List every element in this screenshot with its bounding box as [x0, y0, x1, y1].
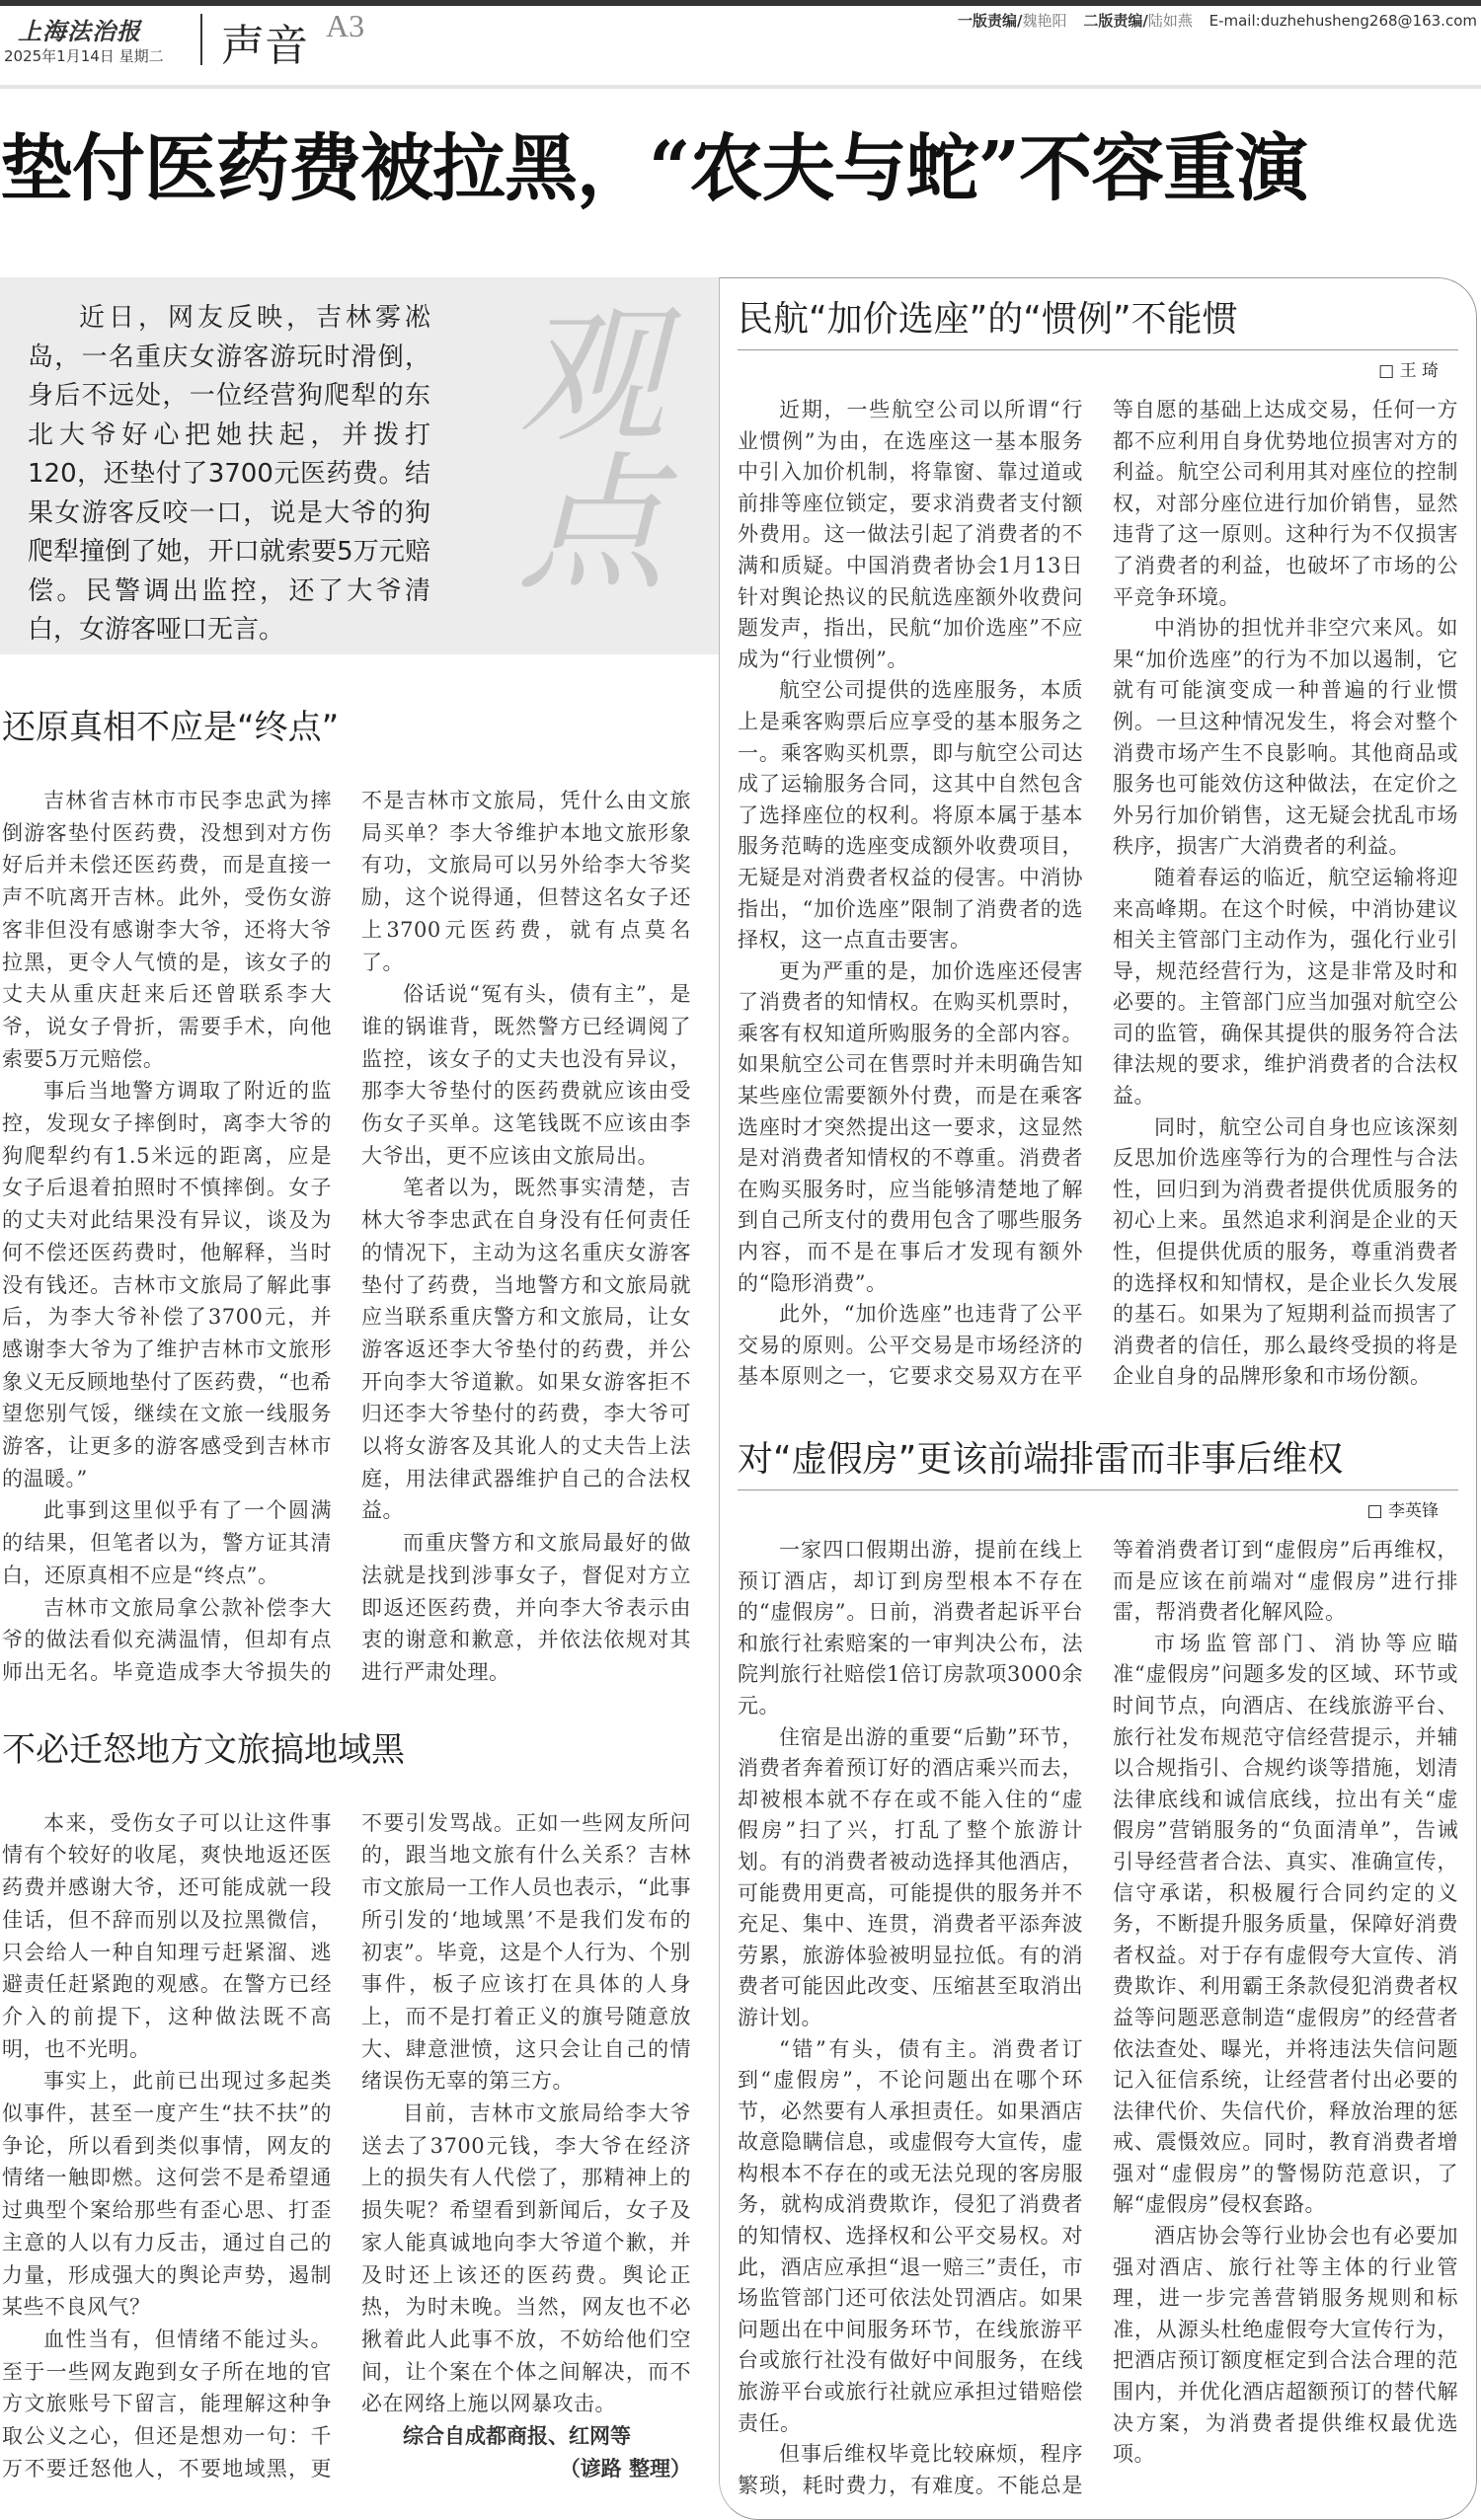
- article3-body: [738, 395, 1458, 1393]
- top-bar: [0, 0, 1481, 6]
- article3-paragraph: 近期，一些航空公司以所谓“行业惯例”为由，在选座这一基本服务中引入加价机制，将靠窗、靠过道或前排等座位锁定，要求消费者支付额外费用。这一做法引起了消费者的不满和质疑。中国消费者协会1月13日针对舆论热议的民航选座额外收费问题发声，指出，民航“加价选座”不应成为“行业惯例”。: [738, 398, 1083, 671]
- intro-box: [0, 277, 719, 654]
- article4-paragraph: “错”有头，债有主。消费者订到“虚假房”，不论问题出在哪个环节，必然要有人承担责任。如果酒店故意隐瞒信息，或虚假夸大宣传，虚构根本不存在的或无法兑现的客房服务，就构成消费欺诈，侵犯了消费者的知情权、选择权和公平交易权。对此，酒店应承担“退一赔三”责任，市场监管部门还可依法处罚酒店。如果问题出在中间服务环节，在线旅游平台或旅行社没有做好中间服务，在线旅游平台或旅行社就应承担过错赔偿责任。: [738, 2036, 1083, 2435]
- article4-paragraph: 但事后维权毕竟比较麻烦，程序繁琐，耗时费力，有难度。不能总是等着消费者订到“虚假房”后再维权，而是应该在前端对“虚假房”进行排雷，帮消费者化解风险。: [738, 1538, 1458, 2497]
- left-articles: [2, 706, 691, 2484]
- viewpoint-badge: 观点: [492, 297, 663, 593]
- article3-title: 民航“加价选座”的“惯例”不能惯: [738, 299, 1238, 340]
- intro-text: 近日，网友反映，吉林雾凇岛，一名重庆女游客游玩时滑倒，身后不远处，一位经营狗爬犁的东北大爷好心把她扶起，并拨打120，还垫付了3700元医药费。结果女游客反咬一口，说是大爷的狗爬犁撞倒了她，开口就索要5万元赔偿。民警调出监控，还了大爷清白，女游客哑口无言。: [28, 303, 430, 645]
- article2-source: 综合自成都商报、红网等: [403, 2424, 631, 2449]
- article1-body: [2, 785, 691, 1689]
- editor2-name: 陆如燕: [1147, 12, 1193, 30]
- editor2-label: 二版责编/: [1083, 12, 1148, 30]
- article1-paragraph: 此事到这里似乎有了一个圆满的结果，但笔者以为，警方证其清白，还原真相不应是“终点”。: [2, 1498, 332, 1587]
- newspaper-logo: 上海法治报: [18, 17, 141, 45]
- editor1-name: 魏艳阳: [1022, 12, 1067, 30]
- article3-paragraph: 随着春运的临近，航空运输将迎来高峰期。在这个时候，中消协建议相关主管部门主动作为，强化行业引导，规范经营行为，这是非常及时和必要的。主管部门应当加强对航空公司的监管，确保其提供的服务符合法律法规的要求，维护消费者的合法权益。: [1113, 865, 1458, 1108]
- editor1-label: 一版责编/: [958, 12, 1023, 30]
- article1-paragraph: 而重庆警方和文旅局最好的做法就是找到涉事女子，督促对方立即返还医药费，并向李大爷表示由衷的谢意和歉意，并依法依规对其进行严肃处理。: [361, 1531, 691, 1684]
- article4-paragraph: 酒店协会等行业协会也有必要加强对酒店、旅行社等主体的行业管理，进一步完善营销服务规则和标准，从源头杜绝虚假夸大宣传行为，把酒店预订额度框定到合法合理的范围内，并优化酒店超额预订的替代解决方案，为消费者提供维权最优选项。: [1113, 2224, 1458, 2467]
- issue-date: 2025年1月14日 星期二: [4, 47, 164, 65]
- editor-credits: [958, 10, 1477, 31]
- article3-paragraph: 中消协的担忧并非空穴来风。如果“加价选座”的行为不加以遏制，它就有可能演变成一种普遍的行业惯例。一旦这种情况发生，将会对整个消费市场产生不良影响。其他商品或服务也可能效仿这种做法，在定价之外另行加价销售，这无疑会扰乱市场秩序，损害广大消费者的利益。: [1113, 616, 1458, 859]
- article4-title: 对“虚假房”更该前端排雷而非事后维权: [738, 1439, 1344, 1480]
- article2-paragraph: 事实上，此前已出现过多起类似事件，甚至一度产生“扶不扶”的争论，所以看到类似事情，网友的情绪一触即燃。这何尝不是希望通过典型个案给那些有歪心思、打歪主意的人以有力反击，通过自己的力量，形成强大的舆论声势，遏制某些不良风气？: [2, 2069, 332, 2320]
- article2-paragraph: 血性当有，但情绪不能过头。至于一些网友跑到女子所在地的官方文旅账号下留言，能理解这种争取公义之心，但还是想劝一句：千万不要迁怒他人，不要地域黑，更不要引发骂战。正如一些网友所问的，跟当地文旅有什么关系？吉林市文旅局一工作人员也表示，“此事所引发的‘地域黑’不是我们发布的初衷”。毕竟，这是个人行为、个别事件，板子应该打在具体的人身上，而不是打着正义的旗号随意放大、肆意泄愤，这只会让自己的情绪误伤无辜的第三方。: [2, 1810, 691, 2481]
- article1-paragraph: 吉林市文旅局拿公款补偿李大爷的做法看似充满温情，但却有点师出无名。毕竟造成李大爷损失的不是吉林市文旅局，凭什么由文旅局买单？李大爷维护本地文旅形象有功，文旅局可以另外给李大爷奖励，这个说得通，但替这名女子还上3700元医药费，就有点莫名了。: [2, 789, 691, 1684]
- article1-paragraph: 事后当地警方调取了附近的监控，发现女子摔倒时，离李大爷的狗爬犁约有1.5米远的距离，应是女子后退着拍照时不慎摔倒。女子的丈夫对此结果没有异议，谈及为何不偿还医药费时，他解释，当时没有钱还。吉林市文旅局了解此事后，为李大爷补偿了3700元，并感谢李大爷为了维护吉林市文旅形象义无反顾地垫付了医药费，“也希望您别气馁，继续在文旅一线服务游客，让更多的游客感受到吉林市的温暖。”: [2, 1079, 332, 1490]
- article4-title-rule: [738, 1489, 1458, 1490]
- article1-paragraph: 笔者以为，既然事实清楚，吉林大爷李忠武在自身没有任何责任的情况下，主动为这名重庆女游客垫付了药费，当地警方和文旅局就应当联系重庆警方和文旅局，让女游客返还李大爷垫付的药费，并公开向李大爷道歉。如果女游客拒不归还李大爷垫付的药费，李大爷可以将女游客及其讹人的丈夫告上法庭，用法律武器维护自己的合法权益。: [361, 1176, 691, 1523]
- header-rule: [0, 85, 1481, 89]
- article4-paragraph: 一家四口假期出游，提前在线上预订酒店，却订到房型根本不存在的“虚假房”。日前，消费者起诉平台和旅行社索赔案的一审判决公布，法院判旅行社赔偿1倍订房款项3000余元。: [738, 1538, 1083, 1718]
- article4-paragraph: 市场监管部门、消协等应瞄准“虚假房”问题多发的区域、环节或时间节点，向酒店、在线旅游平台、旅行社发布规范守信经营提示，并辅以合规指引、合规约谈等措施，划清法律底线和诚信底线，拉出有关“虚假房”营销服务的“负面清单”，告诫引导经营者合法、真实、准确宣传，信守承诺，积极履行合同约定的义务，不断提升服务质量，保障好消费者权益。对于存有虚假夸大宣传、消费欺诈、利用霸王条款侵犯消费者权益等问题恶意制造“虚假房”的经营者依法查处、曝光，并将违法失信问题记入征信系统，让经营者付出必要的法律代价、失信代价，释放治理的惩戒、震慑效应。同时，教育消费者增强对“虚假房”的警惕防范意识，了解“虚假房”侵权套路。: [1113, 1631, 1458, 2217]
- article1-title: 还原真相不应是“终点”: [2, 708, 340, 747]
- article1-paragraph: 吉林省吉林市市民李忠武为摔倒游客垫付医药费，没想到对方伤好后并未偿还医药费，而是直接一声不吭离开吉林。此外，受伤女游客非但没有感谢李大爷，还将大爷拉黑，更令人气愤的是，该女子的丈夫从重庆赶来后还曾联系李大爷，说女子骨折，需要手术，向他索要5万元赔偿。: [2, 789, 332, 1071]
- article2-title: 不必迁怒地方文旅搞地域黑: [2, 1729, 405, 1770]
- article3-paragraph: 更为严重的是，加价选座还侵害了消费者的知情权。在购买机票时，乘客有权知道所购服务的全部内容。如果航空公司在售票时并未明确告知某些座位需要额外付费，而是在乘客选座时才突然提出这一要求，这显然是对消费者知情权的不尊重。消费者在购买服务时，应当能够清楚地了解到自己所支付的费用包含了哪些服务内容，而不是在事后才发现有额外的“隐形消费”。: [738, 958, 1083, 1295]
- article2-body: [2, 1807, 691, 2485]
- article2-paragraph: 本来，受伤女子可以让这件事情有个较好的收尾，爽快地返还医药费并感谢大爷，还可能成就一段佳话，但不辞而别以及拉黑微信，只会给人一种自知理亏赶紧溜、逃避责任赶紧跑的观感。在警方已经介入的前提下，这种做法既不高明，也不光明。: [2, 1810, 332, 2061]
- right-article-frame: [719, 277, 1477, 2520]
- article2-editor: （谚路 整理）: [559, 2456, 691, 2481]
- article4-paragraph: 住宿是出游的重要“后勤”环节，消费者奔着预订好的酒店乘兴而去，却被根本就不存在或不能入住的“虚假房”扫了兴，打乱了整个旅游计划。有的消费者被动选择其他酒店，可能费用更高，可能提供的服务并不充足、集中、连贯，消费者平添奔波劳累，旅游体验被明显拉低。有的消费者可能因此改变、压缩甚至取消出游计划。: [738, 1724, 1083, 2029]
- article4-author: □ 李英锋: [1366, 1501, 1439, 1521]
- masthead-divider: [200, 14, 202, 65]
- section-name: 声音: [221, 21, 308, 71]
- article4-body: [738, 1535, 1458, 2501]
- page-number: A3: [326, 8, 365, 43]
- article3-paragraph: 同时，航空公司自身也应该深刻反思加价选座等行为的合理性与合法性，回归到为消费者提供优质服务的初心上来。虽然追求利润是企业的天性，但提供优质的服务，尊重消费者的选择权和知情权，是企业长久发展的基石。如果为了短期利益而损害了消费者的信任，那么最终受损的将是企业自身的品牌形象和市场份额。: [1113, 1114, 1458, 1389]
- article3-title-rule: [738, 349, 1458, 350]
- article3-paragraph: 航空公司提供的选座服务，本质上是乘客购票后应享受的基本服务之一。乘客购买机票，即与航空公司达成了运输服务合同，这其中自然包含了选择座位的权利。将原本属于基本服务范畴的选座变成额外收费项目，无疑是对消费者权益的侵害。中消协指出，“加价选座”限制了消费者的选择权，这一点直击要害。: [738, 678, 1083, 953]
- article2-paragraph: 目前，吉林市文旅局给李大爷送去了3700元钱，李大爷在经济上的损失有人代偿了，那精神上的损失呢？希望看到新闻后，女子及家人能真诚地向李大爷道个歉，并及时还上该还的医药费。舆论正热，为时未晚。当然，网友也不必揪着此人此事不放，不妨给他们空间，让个案在个体之间解决，而不必在网络上施以网暴攻击。: [361, 2101, 691, 2416]
- article3-paragraph: 此外，“加价选座”也违背了公平交易的原则。公平交易是市场经济的基本原则之一，它要求交易双方在平等自愿的基础上达成交易，任何一方都不应利用自身优势地位损害对方的利益。航空公司利用其对座位的控制权，对部分座位进行加价销售，显然违背了这一原则。这种行为不仅损害了消费者的利益，也破坏了市场的公平竞争环境。: [738, 398, 1458, 1389]
- article3-author: □ 王 琦: [1378, 361, 1439, 381]
- editor-email: E-mail:duzhehusheng268@163.com: [1208, 12, 1477, 30]
- main-headline: 垫付医药费被拉黑，“农夫与蛇”不容重演: [0, 126, 1308, 211]
- article1-paragraph: 俗话说“冤有头，债有主”，是谁的锅谁背，既然警方已经调阅了监控，该女子的丈夫也没有异议，那李大爷垫付的医药费就应该由受伤女子买单。这笔钱既不应该由李大爷出，更不应该由文旅局出。: [361, 982, 691, 1168]
